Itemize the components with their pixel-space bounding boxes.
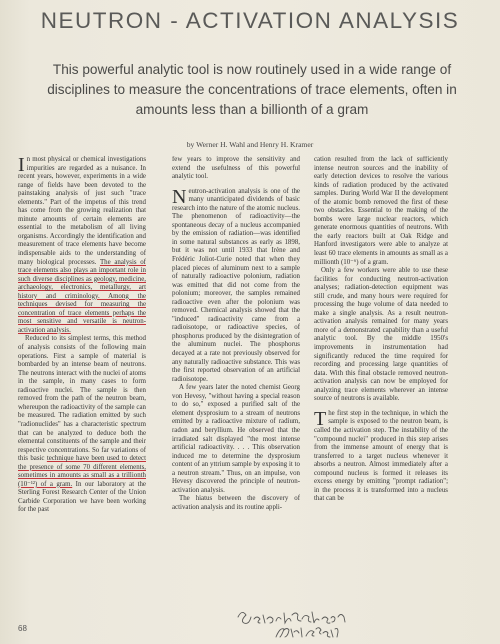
article-title: NEUTRON - ACTIVATION ANALYSIS <box>40 8 460 33</box>
paragraph-text: n most physical or chemical investigations impurities are regarded as a nuisance. In recent years, however, experiments in a wide range of fields have been devoted to the painstaking analysis of just such "trace elements." Part of the impetus of this trend has come from the growing realization that minute amounts of certain elements are essential to the metabolism of all living organisms. Accordingly the identification and measurement of trace elements have become indispensable aids to the understanding of many biological processes. <box>18 156 146 266</box>
paragraph-text: In our laboratory at the Sterling Forest Research Center of the Union Carbide Corporation we have been working for the past <box>18 480 146 514</box>
paragraph: cation resulted from the lack of sufficiently intense neutron sources and the inability of early detection devices to resolve the various kinds of radiation produced by the activated samples. During World War II the development of the atomic bomb removed the first of these two obstacles. Essential to the making of the bombs were large nuclear reactors, which generate enormous quantities of neutrons. With the early reactors built at Oak Ridge and Hanford investigators were able to analyze at least 60 trace elements in amounts as small as a millionth (10⁻⁶) of a gram. <box>314 156 448 266</box>
text-column-1 <box>18 156 146 636</box>
paragraph <box>18 156 146 335</box>
page-number: 68 <box>18 624 27 633</box>
drop-cap: I <box>18 156 25 176</box>
paragraph: Only a few workers were able to use these facilities for conducting neutron-activation analyses; radiation-detection equipment was still crude, and many hours were required for processing the huge volume of data needed to make a single analysis. As a result neutron-activation analysis remained for many years more of a demonstrated capability than a useful analytic tool. By the middle 1950's improvements in instrumentation had significantly reduced the time required for recording and processing large quantities of data. With this final obstacle removed neutron-activation analysis can now be employed for analyzing trace elements wherever an intense source of neutrons is available. <box>314 267 448 403</box>
paragraph-text: he first step in the technique, in which the sample is exposed to the neutron beam, is called the activation step. The instability of the "compound nuclei" produced in this step arises from the immense amount of energy that is transferred to a target nucleus whenever it absorbs a neutron. Almost immediately after a compound nucleus is formed it releases its excess energy by emitting "prompt radiation"; in the process it is transformed into a nucleus that can be <box>314 409 448 503</box>
handwritten-signature <box>232 603 382 643</box>
underlined-passage: The analysis of trace elements also plays an important role in such diverse disciplines as geology, medicine, archaeology, electronics, metallurgy, art history and criminology. Among the techniques devised for measuring the concentration of trace elements perhaps the most sensitive and versatile is neutron-activation analysis. <box>18 258 146 334</box>
paragraph-text: eutron-activation analysis is one of the many unanticipated dividends of basic research into the nature of the atomic nucleus. The phenomenon of radioactivity—the spontaneous decay of a nucleus accompanied by the emission of radiation—was identified in some natural substances as early as 1898, but it was not until 1933 that Irène and Frédéric Joliot-Curie noted that when they placed pieces of aluminum next to a sample of naturally radioactive polonium, radiation was emitted that did not come from the polonium; moreover, the samples remained radioactive even after the polonium was removed. Chemical analysis showed that the "induced" radioactivity came from a radioisotope, or radioactive species, of phosphorus produced by the disintegration of the aluminum nuclei. The phosphorus decayed at a rate not previously observed for any naturally radioactive substance. This was the first reported observation of an artificial radioisotope. <box>172 187 300 383</box>
drop-cap: N <box>172 185 187 208</box>
article-subtitle: This powerful analytic tool is now routinely used in a wide range of disciplines to measure the concentrations of trace elements, often in amounts less than a billionth of a gram <box>47 62 457 117</box>
paragraph-text: Reduced to its simplest terms, this method of analysis consists of the following main operations. First a sample of material is bombarded by an intense beam of neutrons. The neutrons interact with the nuclei of atoms in the sample, in many cases to form radioactive nuclei. The sample is then removed from the path of the neutron beam, whereupon the radioactivity of the sample can be measured. The radiation emitted by such "radionuclides" has a characteristic spectrum that can be analyzed to deduce both the elemental constituents of the sample and their respective concentrations. So far variations of this basic <box>18 335 146 463</box>
paragraph <box>172 185 300 385</box>
paragraph <box>314 407 448 504</box>
paragraph: few years to improve the sensitivity and extend the usefulness of this powerful analytic tool. <box>172 156 300 181</box>
article-byline: by Werner H. Wahl and Henry H. Kramer <box>186 140 314 149</box>
paragraph: The hiatus between the discovery of activation analysis and its routine appli- <box>172 495 300 511</box>
text-column-3 <box>314 156 448 626</box>
drop-cap: T <box>314 407 327 430</box>
underlined-passage: technique have been used to detect the presence of some 70 different elements, sometimes in amounts as small as a trillionth (10⁻¹²) of a gram. <box>18 455 146 488</box>
paragraph: A few years later the noted chemist Georg von Hevesy, "without having a special reason to do so," exposed a purified salt of the element dysprosium to a stream of neutrons emitted by a radioactive mixture of radium, radon and beryllium. He observed that the irradiated salt displayed "the most intense artificial radioactivity. . . . This observation induced me to determine the dysprosium content of an yttrium sample by exposing it to a neutron stream." Thus, on an impulse, von Hevesy discovered the principle of neutron-activation analysis. <box>172 384 300 494</box>
paragraph <box>18 335 146 514</box>
text-column-2 <box>172 156 300 636</box>
